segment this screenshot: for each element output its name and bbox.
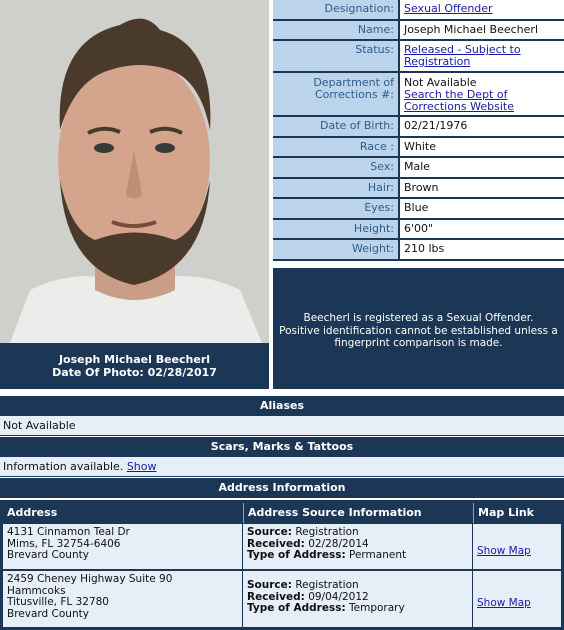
height-label: Height: bbox=[273, 220, 400, 238]
row-doc bbox=[273, 73, 564, 117]
row-status bbox=[273, 41, 564, 73]
row-hair bbox=[273, 179, 564, 199]
received-label: Received: bbox=[247, 537, 305, 550]
row-name bbox=[273, 21, 564, 41]
row-designation bbox=[273, 0, 564, 21]
row-dob bbox=[273, 117, 564, 138]
designation-link[interactable]: Sexual Offender bbox=[404, 2, 493, 15]
dob-value: 02/21/1976 bbox=[400, 117, 564, 136]
address-header: Address Information bbox=[0, 478, 564, 498]
address-cell bbox=[3, 524, 242, 569]
received-label: Received: bbox=[247, 590, 305, 603]
name-label: Name: bbox=[273, 21, 400, 39]
source-value: Registration bbox=[295, 579, 359, 591]
race-value: White bbox=[400, 138, 564, 156]
photo-name: Joseph Michael Beecherl bbox=[58, 353, 211, 366]
sex-label: Sex: bbox=[273, 158, 400, 177]
map-cell bbox=[473, 571, 561, 627]
photo-caption bbox=[0, 343, 269, 389]
address-line: Brevard County bbox=[7, 607, 89, 620]
designation-label: Designation: bbox=[273, 0, 400, 19]
type-value: Temporary bbox=[349, 602, 405, 614]
aliases-text: Not Available bbox=[0, 416, 564, 436]
scars-row bbox=[0, 457, 564, 477]
scars-header: Scars, Marks & Tattoos bbox=[0, 437, 564, 457]
address-line: Titusville, FL 32780 bbox=[7, 596, 109, 608]
source-label: Source: bbox=[247, 579, 292, 591]
source-cell bbox=[243, 571, 472, 627]
status-label: Status: bbox=[273, 41, 400, 71]
aliases-header: Aliases bbox=[0, 396, 564, 416]
address-line: Brevard County bbox=[7, 549, 89, 561]
doc-label: Department of Corrections #: bbox=[273, 73, 400, 115]
row-eyes bbox=[273, 199, 564, 220]
hair-label: Hair: bbox=[273, 179, 400, 197]
dob-label: Date of Birth: bbox=[273, 117, 400, 136]
notice-line-2: Positive identification cannot be established unless a fingerprint comparison is made. bbox=[279, 324, 558, 349]
address-line: 2459 Cheney Highway Suite 90 bbox=[7, 573, 173, 585]
type-label: Type of Address: bbox=[247, 602, 346, 614]
doc-value: Not Available bbox=[404, 76, 477, 89]
address-line: 4131 Cinnamon Teal Dr bbox=[7, 526, 130, 538]
source-label: Source: bbox=[247, 526, 292, 538]
type-label: Type of Address: bbox=[247, 549, 346, 561]
map-cell bbox=[473, 524, 561, 569]
type-value: Permanent bbox=[349, 549, 407, 561]
source-cell bbox=[243, 524, 472, 569]
row-sex bbox=[273, 158, 564, 179]
eyes-value: Blue bbox=[400, 199, 564, 218]
show-map-link[interactable]: Show Map bbox=[477, 545, 531, 557]
row-race bbox=[273, 138, 564, 158]
photo-panel bbox=[0, 0, 269, 389]
doc-search-link[interactable]: Search the Dept of Corrections Website bbox=[404, 88, 514, 113]
weight-value: 210 lbs bbox=[400, 240, 564, 259]
map-col-header: Map Link bbox=[473, 503, 561, 523]
race-label: Race : bbox=[273, 138, 400, 156]
source-value: Registration bbox=[295, 526, 359, 538]
identification-notice bbox=[273, 268, 564, 389]
name-value: Joseph Michael Beecherl bbox=[400, 21, 564, 39]
scars-text: Information available. bbox=[3, 460, 124, 473]
scars-show-link[interactable]: Show bbox=[126, 460, 157, 473]
source-col-header: Address Source Information bbox=[243, 503, 472, 523]
address-line: Mims, FL 32754-6406 bbox=[7, 537, 121, 550]
details-table bbox=[273, 0, 564, 261]
offender-photo bbox=[0, 0, 269, 343]
row-weight bbox=[273, 240, 564, 261]
address-table bbox=[0, 500, 564, 630]
address-cell bbox=[3, 571, 242, 627]
row-height bbox=[273, 220, 564, 240]
address-line: Hammcoks bbox=[7, 584, 66, 597]
hair-value: Brown bbox=[400, 179, 564, 197]
notice-line-1: Beecherl is registered as a Sexual Offender. bbox=[303, 312, 534, 324]
weight-label: Weight: bbox=[273, 240, 400, 259]
eyes-label: Eyes: bbox=[273, 199, 400, 218]
address-col-header: Address bbox=[3, 503, 242, 523]
photo-date: Date Of Photo: 02/28/2017 bbox=[52, 366, 217, 379]
height-value: 6'00" bbox=[400, 220, 564, 238]
received-value: 02/28/2014 bbox=[308, 537, 369, 550]
received-value: 09/04/2012 bbox=[308, 590, 369, 603]
status-link[interactable]: Released - Subject to Registration bbox=[404, 43, 521, 68]
show-map-link[interactable]: Show Map bbox=[477, 597, 531, 609]
sex-value: Male bbox=[400, 158, 564, 177]
